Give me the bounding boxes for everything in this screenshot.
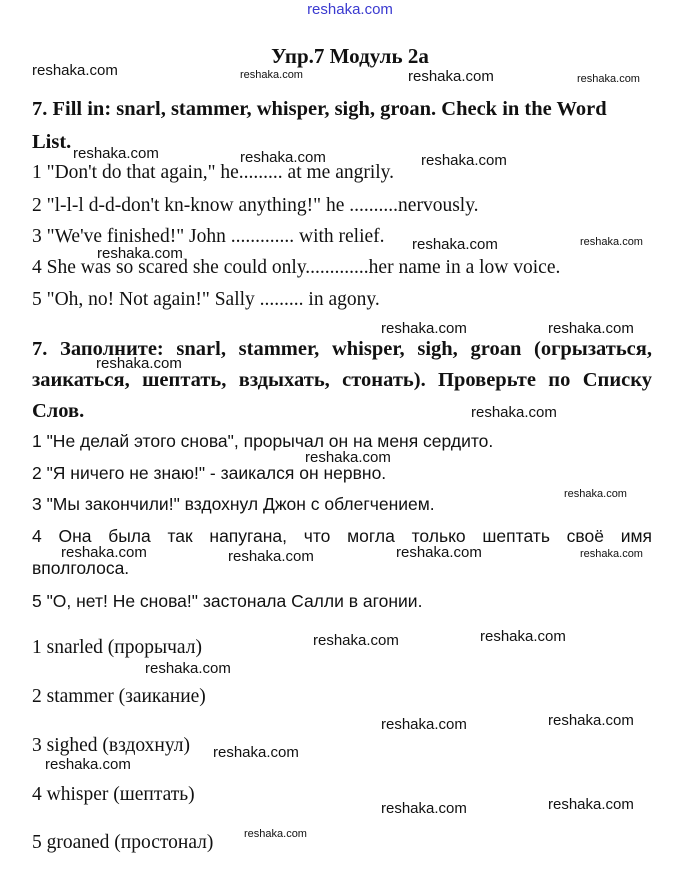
task-en-sentence-4: 4 She was so scared she could only.............her name in a low voice. (32, 257, 561, 278)
watermark: reshaka.com (240, 69, 303, 81)
watermark: reshaka.com (73, 145, 159, 162)
watermark: reshaka.com (97, 245, 183, 262)
answer-2: 2 stammer (заикание) (32, 686, 206, 707)
watermark: reshaka.com (145, 660, 231, 677)
watermark: reshaka.com (548, 320, 634, 337)
watermark: reshaka.com (412, 236, 498, 253)
task-ru-sentence-3: 3 "Мы закончили!" вздохнул Джон с облегчением. (32, 494, 435, 514)
site-header-link[interactable]: reshaka.com (307, 1, 393, 18)
watermark: reshaka.com (421, 152, 507, 169)
task-heading-en-line1: 7. Fill in: snarl, stammer, whisper, sigh, groan. Check in the Word (32, 98, 607, 120)
watermark: reshaka.com (548, 712, 634, 729)
watermark: reshaka.com (61, 544, 147, 561)
watermark: reshaka.com (313, 632, 399, 649)
watermark: reshaka.com (240, 149, 326, 166)
watermark: reshaka.com (228, 548, 314, 565)
task-heading-ru-line1: 7. Заполните: snarl, stammer, whisper, sigh, groan (огрызаться, (32, 338, 652, 360)
task-en-sentence-1: 1 "Don't do that again," he......... at me angrily. (32, 162, 395, 183)
watermark: reshaka.com (577, 73, 640, 85)
answer-5: 5 groaned (простонал) (32, 832, 214, 853)
watermark: reshaka.com (564, 488, 627, 500)
watermark: reshaka.com (580, 236, 643, 248)
task-en-sentence-5: 5 "Oh, no! Not again!" Sally ......... in agony. (32, 289, 380, 310)
answer-4: 4 whisper (шептать) (32, 784, 195, 805)
watermark: reshaka.com (381, 716, 467, 733)
task-ru-sentence-4-cont: вполголоса. (32, 558, 130, 578)
answer-3: 3 sighed (вздохнул) (32, 735, 190, 756)
answer-1: 1 snarled (прорычал) (32, 637, 202, 658)
watermark: reshaka.com (45, 756, 131, 773)
page-title: Упр.7 Модуль 2а (271, 44, 429, 68)
watermark: reshaka.com (213, 744, 299, 761)
watermark: reshaka.com (480, 628, 566, 645)
watermark: reshaka.com (396, 544, 482, 561)
watermark: reshaka.com (381, 800, 467, 817)
watermark: reshaka.com (96, 355, 182, 372)
task-en-sentence-3: 3 "We've finished!" John ............. with relief. (32, 226, 385, 247)
task-ru-sentence-4: 4 Она была так напугана, что могла только шептать своё имя (32, 526, 652, 546)
task-ru-sentence-5: 5 "О, нет! Не снова!" застонала Салли в агонии. (32, 591, 423, 611)
watermark: reshaka.com (408, 68, 494, 85)
watermark: reshaka.com (244, 828, 307, 840)
watermark: reshaka.com (381, 320, 467, 337)
task-ru-sentence-1: 1 "Не делай этого снова", прорычал он на меня сердито. (32, 431, 494, 451)
task-heading-ru-line2: заикаться, шептать, вздыхать, стонать). Проверьте по Списку (32, 369, 652, 391)
watermark: reshaka.com (32, 62, 118, 79)
task-ru-sentence-2: 2 "Я ничего не знаю!" - заикался он нервно. (32, 463, 387, 483)
watermark: reshaka.com (471, 404, 557, 421)
watermark: reshaka.com (580, 548, 643, 560)
task-heading-ru-line3: Слов. (32, 400, 85, 422)
watermark: reshaka.com (305, 449, 391, 466)
task-heading-en-line2: List. (32, 131, 72, 153)
watermark: reshaka.com (548, 796, 634, 813)
task-en-sentence-2: 2 "l-l-l d-d-don't kn-know anything!" he ..........nervously. (32, 195, 479, 216)
